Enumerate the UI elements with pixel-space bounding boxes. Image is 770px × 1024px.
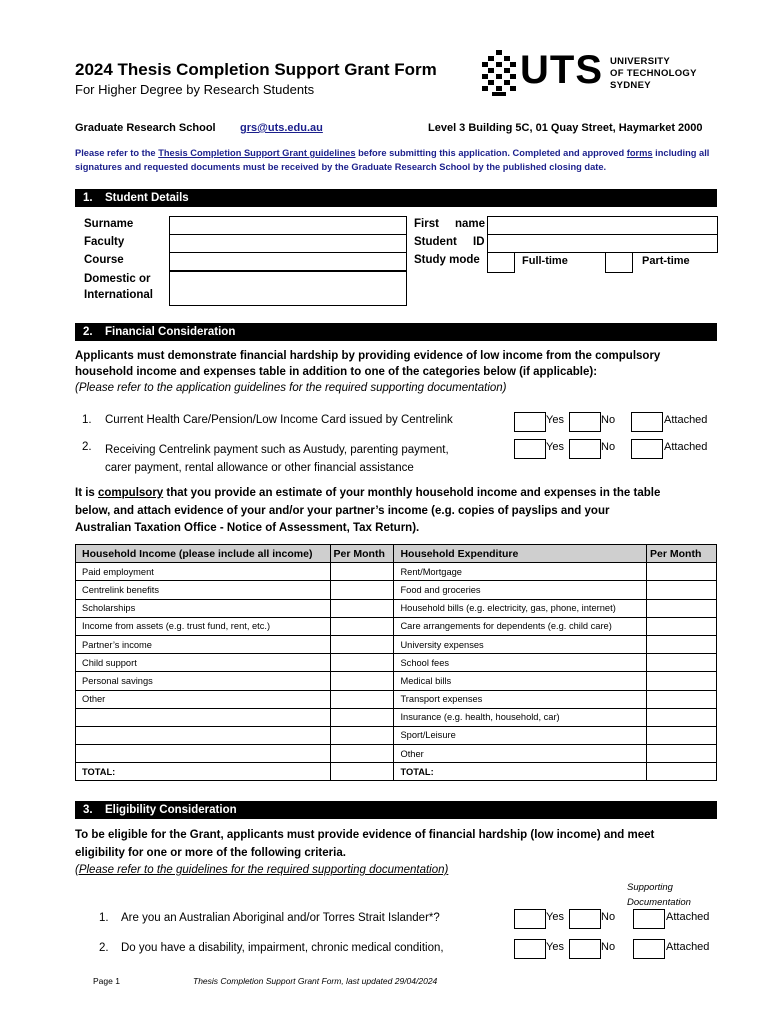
- income-header: Household Income (please include all income): [76, 545, 331, 563]
- income-per-month-header: Per Month: [330, 545, 394, 563]
- eligibility-item-1-text: Are you an Australian Aboriginal and/or Torres Strait Islander*?: [121, 912, 440, 924]
- expenditure-total-label: TOTAL:: [394, 763, 647, 781]
- item-2-yes-checkbox[interactable]: [514, 439, 546, 459]
- faculty-field[interactable]: [169, 234, 407, 253]
- item-2-attached-label: Attached: [664, 441, 708, 453]
- item-2-no-label: No: [601, 441, 616, 453]
- item-2-yes-label: Yes: [546, 441, 564, 453]
- table-row: [76, 617, 717, 635]
- elig-2-yes-label: Yes: [546, 941, 564, 953]
- footer-note: Thesis Completion Support Grant Form, last updated 29/04/2024: [193, 976, 438, 986]
- expenditure-amount-cell[interactable]: [647, 563, 717, 581]
- expenditure-amount-cell[interactable]: [647, 726, 717, 744]
- income-label: Centrelink benefits: [76, 581, 331, 599]
- expenditure-amount-cell[interactable]: [647, 581, 717, 599]
- income-amount-cell[interactable]: [330, 690, 394, 708]
- surname-field[interactable]: [169, 216, 407, 235]
- eligibility-intro: To be eligible for the Grant, applicants must provide evidence of financial hardship (low income) and meet eligibility for one or more of the following criteria. (Please refer to the guidelines for the required supporting documentation): [75, 829, 655, 876]
- table-row: [76, 690, 717, 708]
- household-budget-table: [75, 544, 717, 781]
- item-1-yes-label: Yes: [546, 414, 564, 426]
- expenditure-label: Household bills (e.g. electricity, gas, phone, internet): [394, 599, 647, 617]
- income-label: Personal savings: [76, 672, 331, 690]
- income-amount-cell[interactable]: [330, 635, 394, 653]
- income-amount-cell[interactable]: [330, 654, 394, 672]
- table-row: [76, 726, 717, 744]
- domestic-international-field[interactable]: [169, 271, 407, 306]
- eligibility-item-2-number: 2.: [99, 942, 109, 954]
- expenditure-amount-cell[interactable]: [647, 635, 717, 653]
- expenditure-header: Household Expenditure: [394, 545, 647, 563]
- elig-1-no-checkbox[interactable]: [569, 909, 601, 929]
- item-2-no-checkbox[interactable]: [569, 439, 601, 459]
- expenditure-label: School fees: [394, 654, 647, 672]
- expenditure-label: University expenses: [394, 635, 647, 653]
- income-amount-cell[interactable]: [330, 563, 394, 581]
- forms-link[interactable]: forms: [626, 148, 653, 158]
- expenditure-label: Other: [394, 745, 647, 763]
- table-row: [76, 599, 717, 617]
- elig-2-no-label: No: [601, 941, 616, 953]
- course-label: Course: [84, 254, 124, 266]
- part-time-label: Part-time: [642, 255, 690, 267]
- income-amount-cell[interactable]: [330, 726, 394, 744]
- expenditure-label: Medical bills: [394, 672, 647, 690]
- guidelines-link[interactable]: Thesis Completion Support Grant guidelines: [158, 148, 356, 158]
- course-field[interactable]: [169, 252, 407, 271]
- item-1-yes-checkbox[interactable]: [514, 412, 546, 432]
- income-amount-cell[interactable]: [330, 708, 394, 726]
- income-label[interactable]: [76, 745, 331, 763]
- eligibility-item-1-number: 1.: [99, 912, 109, 924]
- item-1-no-checkbox[interactable]: [569, 412, 601, 432]
- full-time-label: Full-time: [522, 255, 568, 267]
- income-label[interactable]: [76, 726, 331, 744]
- section-3-header: 3. Eligibility Consideration: [75, 801, 717, 819]
- section-2-header: 2. Financial Consideration: [75, 323, 717, 341]
- form-subtitle: For Higher Degree by Research Students: [75, 82, 315, 97]
- income-label: Other: [76, 690, 331, 708]
- financial-item-2-text: Receiving Centrelink payment such as Austudy, parenting payment, carer payment, rental allowance or other financial assistance: [105, 444, 449, 474]
- expenditure-label: Insurance (e.g. health, household, car): [394, 708, 647, 726]
- income-amount-cell[interactable]: [330, 617, 394, 635]
- expenditure-label: Care arrangements for dependents (e.g. child care): [394, 617, 647, 635]
- uts-logo: [482, 48, 702, 100]
- elig-2-attached-label: Attached: [666, 941, 710, 953]
- expenditure-amount-cell[interactable]: [647, 599, 717, 617]
- study-mode-label: Study mode: [414, 254, 480, 266]
- item-1-attached-checkbox[interactable]: [631, 412, 663, 432]
- logo-university-name: UNIVERSITY OF TECHNOLOGY SYDNEY: [610, 56, 697, 91]
- income-amount-cell[interactable]: [330, 599, 394, 617]
- elig-2-yes-checkbox[interactable]: [514, 939, 546, 959]
- elig-1-attached-checkbox[interactable]: [633, 909, 665, 929]
- expenditure-amount-cell[interactable]: [647, 708, 717, 726]
- income-total-label: TOTAL:: [76, 763, 331, 781]
- expenditure-per-month-header: Per Month: [647, 545, 717, 563]
- elig-1-yes-checkbox[interactable]: [514, 909, 546, 929]
- income-label: Income from assets (e.g. trust fund, rent, etc.): [76, 617, 331, 635]
- international-label: International: [84, 289, 154, 301]
- expenditure-total-cell[interactable]: [647, 763, 717, 781]
- income-label: Partner’s income: [76, 635, 331, 653]
- compulsory-statement: It is compulsory that you provide an estimate of your monthly household income and expenses in the table below, and attach evidence of your and/or your partner’s income (e.g. copies of payslips and your Australian Taxation Office - Notice of Assessment, Tax Return).: [75, 487, 661, 534]
- income-label[interactable]: [76, 708, 331, 726]
- first-name-label: First name: [414, 218, 486, 230]
- uts-emblem-icon: [482, 50, 516, 96]
- surname-label: Surname: [84, 218, 134, 230]
- elig-1-yes-label: Yes: [546, 911, 564, 923]
- expenditure-amount-cell[interactable]: [647, 672, 717, 690]
- income-label: Scholarships: [76, 599, 331, 617]
- income-label: Paid employment: [76, 563, 331, 581]
- expenditure-amount-cell[interactable]: [647, 617, 717, 635]
- elig-1-attached-label: Attached: [666, 911, 710, 923]
- faculty-label: Faculty: [84, 236, 125, 248]
- student-id-label: Student ID: [414, 236, 485, 248]
- table-total-row: [76, 763, 717, 781]
- income-total-cell[interactable]: [330, 763, 394, 781]
- school-address: Level 3 Building 5C, 01 Quay Street, Haymarket 2000: [428, 122, 703, 134]
- section-1-header: 1. Student Details: [75, 189, 717, 207]
- income-label: Child support: [76, 654, 331, 672]
- eligibility-item-2-text: Do you have a disability, impairment, chronic medical condition,: [121, 942, 444, 954]
- financial-intro: Applicants must demonstrate financial hardship by providing evidence of low income from the compulsory household income and expenses table in addition to one of the categories below (if applicable): (Please refer to the application guidelines for the required supporting documentation): [75, 350, 661, 394]
- item-1-no-label: No: [601, 414, 616, 426]
- elig-2-no-checkbox[interactable]: [569, 939, 601, 959]
- income-amount-cell[interactable]: [330, 672, 394, 690]
- table-row: [76, 708, 717, 726]
- elig-2-attached-checkbox[interactable]: [633, 939, 665, 959]
- table-row: [76, 635, 717, 653]
- financial-item-1-number: 1.: [82, 414, 92, 426]
- expenditure-label: Transport expenses: [394, 690, 647, 708]
- expenditure-amount-cell[interactable]: [647, 654, 717, 672]
- supporting-documentation-label: Supporting Documentation: [627, 882, 691, 908]
- item-2-attached-checkbox[interactable]: [631, 439, 663, 459]
- item-1-attached-label: Attached: [664, 414, 708, 426]
- table-row: [76, 563, 717, 581]
- elig-1-no-label: No: [601, 911, 616, 923]
- logo-wordmark: UTS: [520, 48, 603, 92]
- financial-item-1-text: Current Health Care/Pension/Low Income Card issued by Centrelink: [105, 414, 453, 426]
- income-amount-cell[interactable]: [330, 581, 394, 599]
- school-name: Graduate Research School: [75, 122, 216, 134]
- domestic-label: Domestic or: [84, 273, 151, 285]
- expenditure-label: Rent/Mortgage: [394, 563, 647, 581]
- income-amount-cell[interactable]: [330, 745, 394, 763]
- table-header-row: [76, 545, 717, 563]
- first-name-field[interactable]: [487, 216, 718, 235]
- email-link[interactable]: grs@uts.edu.au: [240, 122, 323, 134]
- expenditure-amount-cell[interactable]: [647, 690, 717, 708]
- financial-item-2-number: 2.: [82, 441, 92, 453]
- expenditure-amount-cell[interactable]: [647, 745, 717, 763]
- expenditure-label: Sport/Leisure: [394, 726, 647, 744]
- full-time-checkbox[interactable]: [487, 252, 515, 273]
- table-row: [76, 581, 717, 599]
- table-row: [76, 745, 717, 763]
- table-row: [76, 672, 717, 690]
- table-row: [76, 654, 717, 672]
- part-time-checkbox[interactable]: [605, 252, 633, 273]
- student-id-field[interactable]: [487, 234, 718, 253]
- page-number: Page 1: [93, 976, 120, 986]
- submission-notice: Please refer to the Thesis Completion Support Grant guidelines before submitting this application. Completed and approved forms including all signatures and requested documents must be received by the Graduate Research School by the published closing date.: [75, 148, 710, 172]
- form-title: 2024 Thesis Completion Support Grant Form: [75, 60, 437, 79]
- expenditure-label: Food and groceries: [394, 581, 647, 599]
